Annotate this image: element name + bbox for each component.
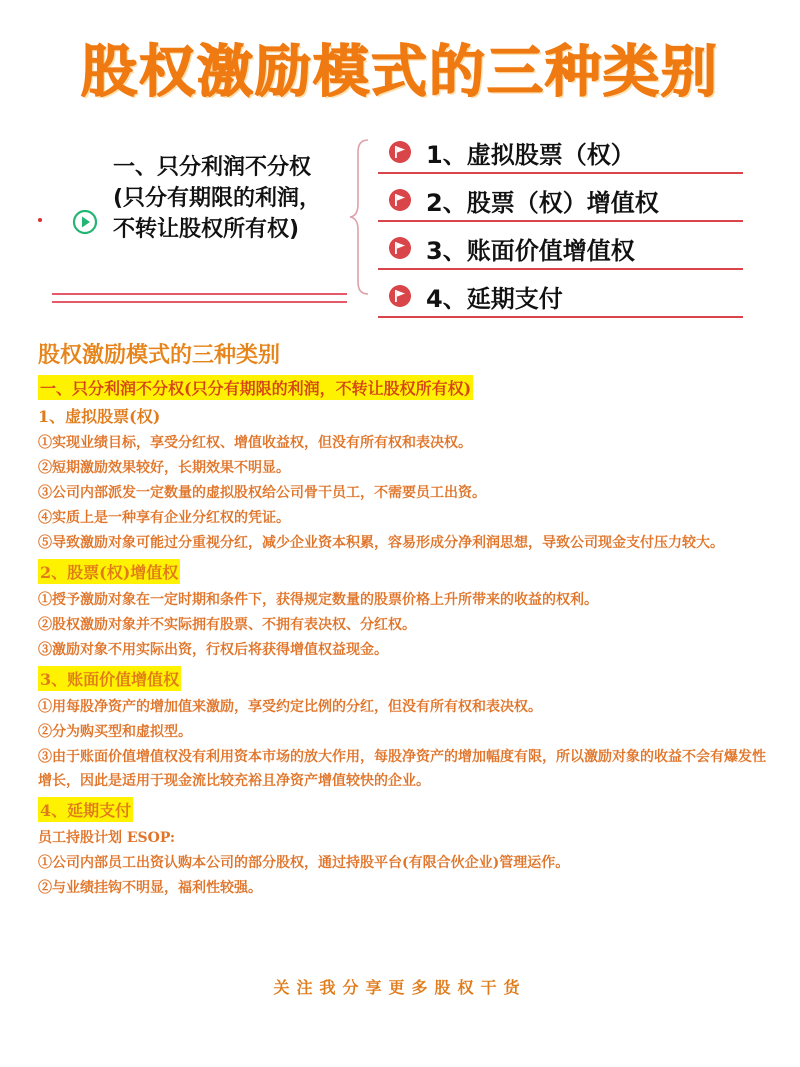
- list-item: ①公司内部员工出资认购本公司的部分股权，通过持股平台(有限合伙企业)管理运作。: [38, 855, 570, 871]
- list-item: ②与业绩挂钩不明显，福利性较强。: [38, 880, 262, 896]
- list-item: ②股权激励对象并不实际拥有股票、不拥有表决权、分红权。: [38, 617, 416, 633]
- footer-cta: 关注我分享更多股权干货: [273, 978, 527, 997]
- item-underline: [378, 172, 743, 174]
- dot-marker: [38, 218, 42, 222]
- diagram-item-3: [378, 226, 743, 270]
- item-underline: [378, 220, 743, 222]
- item-label: 2、股票（权）增值权: [426, 189, 659, 217]
- flag-icon: [388, 284, 412, 308]
- page-title: 股权激励模式的三种类别: [81, 40, 719, 105]
- list-item: ①授予激励对象在一定时期和条件下，获得规定数量的股票价格上升所带来的收益的权利。: [38, 592, 598, 608]
- list-item: ②分为购买型和虚拟型。: [38, 724, 192, 740]
- list-item: ①用每股净资产的增加值来激励，享受约定比例的分红，但没有所有权和表决权。: [38, 699, 542, 715]
- section-heading-2: 2、股票(权)增值权: [38, 559, 180, 584]
- item-underline: [378, 316, 743, 318]
- double-divider: [52, 293, 347, 303]
- list-item: ③公司内部派发一定数量的虚拟股权给公司骨干员工，不需要员工出资。: [38, 485, 486, 501]
- diagram-item-1: [378, 130, 743, 174]
- flag-icon: [388, 236, 412, 260]
- category-diagram: [0, 130, 800, 325]
- item-underline: [378, 268, 743, 270]
- category-label: 一、只分利润不分权(只分有期限的利润，不转让股权所有权): [113, 155, 322, 242]
- list-item: ④实质上是一种享有企业分红权的凭证。: [38, 510, 290, 526]
- category-heading: 一、只分利润不分权(只分有期限的利润，不转让股权所有权): [38, 375, 473, 400]
- section-heading-1: 1、虚拟股票(权): [38, 407, 161, 426]
- article-subtitle: 股权激励模式的三种类别: [38, 343, 281, 368]
- diagram-item-4: [378, 274, 743, 318]
- section-intro: 员工持股计划 ESOP:: [38, 830, 176, 846]
- brace-icon: [348, 138, 372, 296]
- item-label: 4、延期支付: [426, 285, 563, 313]
- list-item: ①实现业绩目标，享受分红权、增值收益权，但没有所有权和表决权。: [38, 435, 472, 451]
- list-item: ②短期激励效果较好，长期效果不明显。: [38, 460, 290, 476]
- diagram-item-2: [378, 178, 743, 222]
- list-item: ③激励对象不用实际出资，行权后将获得增值权益现金。: [38, 642, 388, 658]
- flag-icon: [388, 140, 412, 164]
- list-item: ③由于账面价值增值权没有利用资本市场的放大作用，每股净资产的增加幅度有限，所以激励对象的收益不会有爆发性增长，因此是适用于现金流比较充裕且净资产增值较快的企业。: [38, 749, 766, 789]
- item-label: 1、虚拟股票（权）: [426, 141, 635, 169]
- play-circle-icon: [72, 209, 98, 235]
- article-body: [38, 334, 778, 901]
- flag-icon: [388, 188, 412, 212]
- item-label: 3、账面价值增值权: [426, 237, 635, 265]
- section-heading-4: 4、延期支付: [38, 797, 133, 822]
- section-heading-3: 3、账面价值增值权: [38, 666, 181, 691]
- list-item: ⑤导致激励对象可能过分重视分红，减少企业资本积累，容易形成分净利润思想，导致公司现金支付压力较大。: [38, 535, 724, 551]
